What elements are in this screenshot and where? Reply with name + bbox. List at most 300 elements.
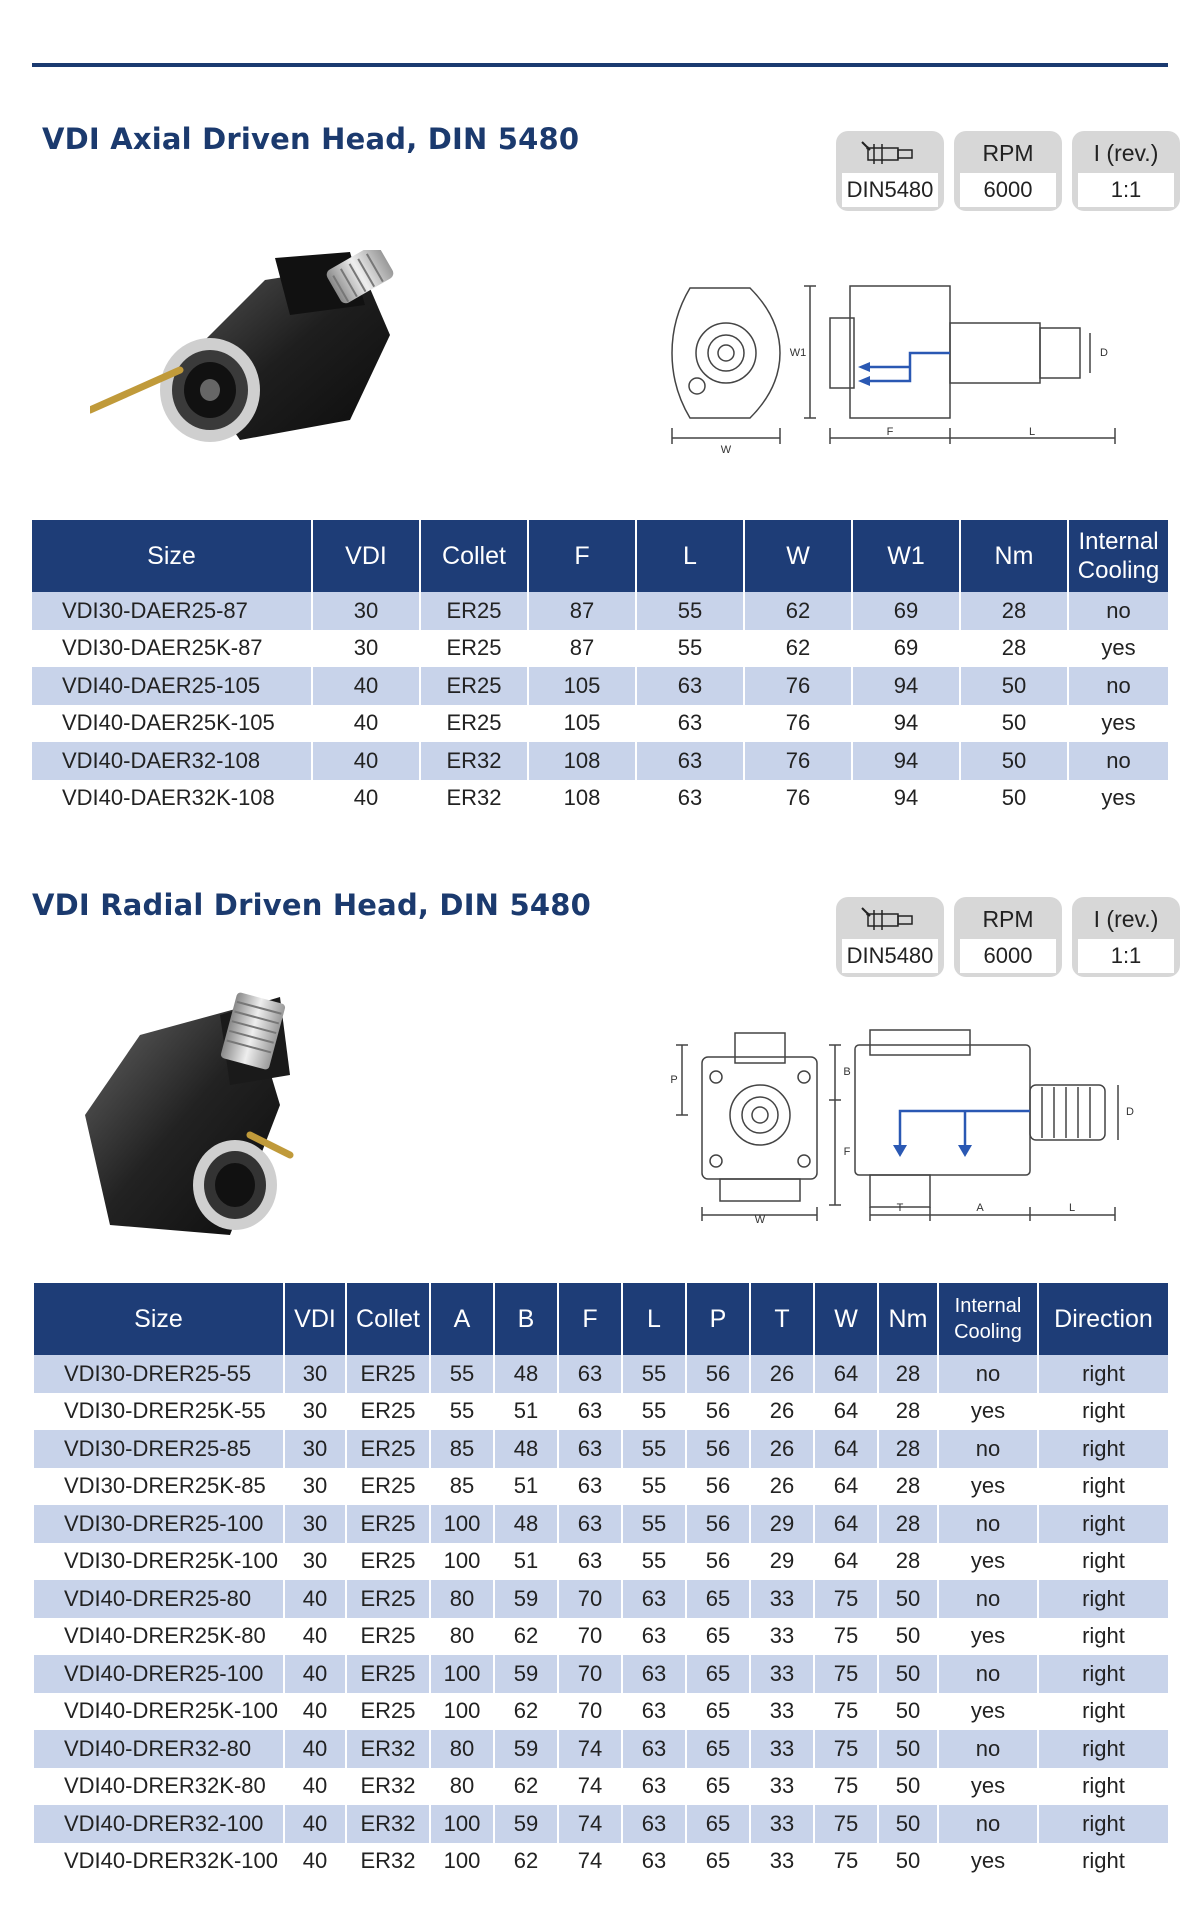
table-cell: 40 [312,780,420,818]
header-collet: Collet [346,1283,430,1355]
header-vdi: VDI [284,1283,346,1355]
table-row [34,1730,1168,1768]
top-divider [32,63,1168,67]
table-cell: 87 [528,592,636,630]
rpm-label: RPM [982,905,1034,932]
table-cell: ER32 [420,742,528,780]
table-cell: 69 [852,592,960,630]
table-cell: 59 [494,1805,558,1843]
table-cell: 85 [430,1430,494,1468]
table-cell: ER32 [346,1843,430,1881]
table-cell: 80 [430,1580,494,1618]
table-cell: 62 [494,1693,558,1731]
table-cell: 50 [878,1655,938,1693]
table-row [34,1693,1168,1731]
table-row [34,1618,1168,1656]
table-cell: 28 [878,1430,938,1468]
axial-section-title: VDI Axial Driven Head, DIN 5480 [42,122,580,156]
driven-shaft-icon [836,897,944,941]
table-row [34,1468,1168,1506]
table-cell: 62 [744,592,852,630]
table-cell: right [1038,1430,1168,1468]
table-cell: 40 [284,1693,346,1731]
table-cell: 40 [284,1655,346,1693]
table-cell: ER25 [346,1393,430,1431]
table-cell: no [1068,742,1168,780]
table-cell: ER25 [346,1580,430,1618]
table-cell: 108 [528,780,636,818]
table-cell-size: VDI40-DAER32K-108 [32,780,312,818]
table-cell: yes [938,1393,1038,1431]
table-row [34,1768,1168,1806]
table-cell: 74 [558,1730,622,1768]
table-cell: 100 [430,1655,494,1693]
table-cell: 28 [878,1355,938,1393]
radial-spec-badges [836,897,1180,977]
table-cell: 50 [878,1730,938,1768]
table-cell-size: VDI40-DRER25K-80 [34,1618,284,1656]
table-cell-size: VDI40-DRER25K-100 [34,1693,284,1731]
table-cell: 63 [622,1655,686,1693]
table-cell: 56 [686,1355,750,1393]
table-cell: 63 [636,705,744,743]
header-nm: Nm [878,1283,938,1355]
table-cell: 50 [878,1580,938,1618]
table-cell: 64 [814,1505,878,1543]
table-cell: ER25 [420,592,528,630]
table-cell: 56 [686,1543,750,1581]
table-row [34,1843,1168,1881]
table-cell: 26 [750,1355,814,1393]
table-cell: 59 [494,1655,558,1693]
table-cell: 100 [430,1843,494,1881]
table-cell-size: VDI40-DRER32K-80 [34,1768,284,1806]
header-t: T [750,1283,814,1355]
table-cell: 63 [622,1843,686,1881]
table-cell-size: VDI30-DRER25-55 [34,1355,284,1393]
din-value: DIN5480 [842,173,938,207]
table-cell: 33 [750,1618,814,1656]
table-cell: 63 [558,1355,622,1393]
table-cell: no [938,1655,1038,1693]
table-cell: 63 [558,1393,622,1431]
table-cell-size: VDI30-DAER25K-87 [32,630,312,668]
table-cell: right [1082,1473,1125,1499]
table-cell: 76 [744,780,852,818]
table-cell: 55 [622,1430,686,1468]
table-cell: ER25 [420,667,528,705]
ratio-value: 1:1 [1078,939,1174,973]
table-cell: right [1038,1655,1168,1693]
table-cell: 63 [636,780,744,818]
header-l: L [622,1283,686,1355]
table-cell: right [1038,1805,1168,1843]
table-cell: 63 [622,1580,686,1618]
table-row [32,667,1168,705]
table-cell: 50 [878,1843,938,1881]
table-cell: right [1082,1398,1125,1424]
table-cell: 50 [878,1768,938,1806]
radial-technical-drawing [660,1015,1160,1225]
table-cell: 33 [750,1843,814,1881]
table-cell-size: VDI40-DRER25-100 [34,1655,284,1693]
din-badge [836,897,944,977]
table-cell: 75 [814,1655,878,1693]
table-row [34,1580,1168,1618]
ratio-value: 1:1 [1078,173,1174,207]
header-l: L [636,520,744,592]
table-cell: 80 [430,1618,494,1656]
axial-table-body [32,592,1168,817]
table-cell: no [1068,667,1168,705]
table-cell: 50 [960,667,1068,705]
table-cell: yes [938,1693,1038,1731]
header-p: P [686,1283,750,1355]
table-cell-size: VDI30-DAER25-87 [32,592,312,630]
header-collet: Collet [420,520,528,592]
radial-dim-f: F [843,1146,851,1158]
table-cell: 40 [284,1843,346,1881]
table-cell: 28 [878,1505,938,1543]
table-cell-size: VDI30-DRER25K-100 [34,1543,284,1581]
table-cell: 29 [750,1543,814,1581]
table-cell-size: VDI40-DAER32-108 [32,742,312,780]
table-cell-size: VDI40-DRER32K-100 [34,1843,284,1881]
table-cell: 105 [528,705,636,743]
header-a: A [430,1283,494,1355]
axial-dim-l: L [1028,426,1036,438]
table-cell: 70 [558,1580,622,1618]
table-cell: 30 [284,1543,346,1581]
table-cell: ER25 [346,1655,430,1693]
axial-spec-table [32,520,1168,817]
table-cell-size: VDI40-DAER25-105 [32,667,312,705]
table-cell: 64 [814,1430,878,1468]
table-cell: 74 [558,1805,622,1843]
header-size: Size [34,1283,284,1355]
table-cell: 108 [528,742,636,780]
table-cell: 63 [622,1805,686,1843]
table-cell: right [1082,1548,1125,1574]
radial-dim-b: B [843,1066,851,1078]
table-cell: 50 [960,780,1068,818]
din-badge [836,131,944,211]
table-cell: right [1038,1580,1168,1618]
table-cell: 100 [430,1805,494,1843]
table-cell: 65 [686,1730,750,1768]
table-cell: 63 [636,742,744,780]
table-cell: right [1038,1355,1168,1393]
table-cell: ER25 [346,1430,430,1468]
table-cell: 70 [558,1693,622,1731]
header-f: F [528,520,636,592]
header-internal-cooling: Internal Cooling [938,1283,1038,1355]
header-b: B [494,1283,558,1355]
table-cell: ER32 [346,1805,430,1843]
table-cell: 33 [750,1693,814,1731]
axial-dim-w1: W1 [789,347,807,359]
table-row [34,1355,1168,1393]
header-nm: Nm [960,520,1068,592]
table-cell: ER25 [420,705,528,743]
axial-head-photo [90,250,420,480]
rpm-value: 6000 [960,173,1056,207]
table-cell: right [1082,1773,1125,1799]
table-cell: 75 [814,1580,878,1618]
table-cell: 30 [284,1430,346,1468]
table-cell: 63 [622,1768,686,1806]
table-row [34,1805,1168,1843]
table-cell: 63 [622,1730,686,1768]
table-cell-size: VDI40-DRER32-80 [34,1730,284,1768]
table-cell: 56 [686,1393,750,1431]
table-cell: 94 [852,780,960,818]
table-cell: ER25 [420,630,528,668]
radial-dim-l: L [1068,1202,1076,1214]
table-cell: 51 [494,1543,558,1581]
table-row [34,1393,1168,1431]
din-value: DIN5480 [842,939,938,973]
table-cell: 69 [852,630,960,668]
table-cell: 30 [284,1393,346,1431]
table-cell-size: VDI40-DAER25K-105 [32,705,312,743]
table-cell-size: VDI40-DRER25-80 [34,1580,284,1618]
header-size: Size [32,520,312,592]
table-cell: right [1038,1505,1168,1543]
table-cell: 28 [878,1543,938,1581]
table-cell: 26 [750,1393,814,1431]
table-cell: 100 [430,1543,494,1581]
table-cell: 55 [430,1393,494,1431]
table-cell: ER25 [346,1543,430,1581]
radial-dim-p: P [670,1074,678,1086]
table-cell: 28 [960,630,1068,668]
table-cell: 33 [750,1805,814,1843]
table-cell: 62 [744,630,852,668]
table-row [34,1430,1168,1468]
table-cell: 94 [852,742,960,780]
table-cell: 55 [622,1543,686,1581]
table-cell: 75 [814,1693,878,1731]
table-cell: 63 [622,1618,686,1656]
table-cell: 40 [312,742,420,780]
table-row [32,630,1168,668]
table-cell: 40 [284,1618,346,1656]
radial-dim-d: D [1126,1106,1134,1118]
table-cell: 64 [814,1543,878,1581]
table-cell: ER32 [346,1730,430,1768]
axial-technical-drawing [670,278,1170,458]
table-cell: 55 [622,1355,686,1393]
table-cell: right [1082,1698,1125,1724]
rpm-badge [954,897,1062,977]
table-cell: 28 [878,1468,938,1506]
radial-dim-a: A [976,1202,984,1214]
table-cell: 105 [528,667,636,705]
table-cell: 70 [558,1655,622,1693]
radial-head-photo [80,985,380,1265]
header-w: W [744,520,852,592]
table-cell: 65 [686,1768,750,1806]
table-cell: 40 [284,1805,346,1843]
table-cell: 75 [814,1805,878,1843]
axial-spec-badges [836,131,1180,211]
table-cell: no [938,1580,1038,1618]
table-cell: yes [938,1843,1038,1881]
table-cell: 50 [878,1805,938,1843]
table-cell: 59 [494,1730,558,1768]
table-cell: 59 [494,1580,558,1618]
radial-section-title: VDI Radial Driven Head, DIN 5480 [32,888,591,922]
radial-spec-table [34,1283,1168,1880]
header-w: W [814,1283,878,1355]
table-cell: 28 [960,592,1068,630]
axial-dim-f: F [886,426,894,438]
table-cell: no [938,1430,1038,1468]
table-cell: 75 [814,1730,878,1768]
table-cell: 28 [878,1393,938,1431]
table-cell: 40 [312,667,420,705]
table-cell: 65 [686,1843,750,1881]
table-cell: 30 [284,1355,346,1393]
ratio-badge [1072,897,1180,977]
table-cell: 29 [750,1505,814,1543]
table-cell: 50 [878,1618,938,1656]
table-cell: 63 [558,1543,622,1581]
table-cell: 51 [494,1468,558,1506]
table-cell: 33 [750,1730,814,1768]
table-cell: 33 [750,1655,814,1693]
rpm-label: RPM [982,139,1034,166]
table-cell: 80 [430,1768,494,1806]
table-cell: 65 [686,1618,750,1656]
table-cell: 62 [494,1768,558,1806]
table-cell: 63 [558,1468,622,1506]
table-cell: 65 [686,1805,750,1843]
table-cell: right [1082,1623,1125,1649]
table-cell: ER32 [346,1768,430,1806]
table-cell: 48 [494,1430,558,1468]
table-cell: 70 [558,1618,622,1656]
table-cell: 74 [558,1768,622,1806]
table-cell: 65 [686,1693,750,1731]
table-row [34,1543,1168,1581]
table-cell: 40 [284,1768,346,1806]
radial-dim-t: T [896,1202,904,1214]
table-cell: 64 [814,1393,878,1431]
table-cell: 56 [686,1505,750,1543]
table-cell: 65 [686,1655,750,1693]
ratio-label: I (rev.) [1093,139,1159,166]
table-cell: 50 [960,705,1068,743]
table-cell: 75 [814,1843,878,1881]
header-f: F [558,1283,622,1355]
table-cell: 26 [750,1430,814,1468]
table-cell: 62 [494,1618,558,1656]
header-internal-cooling: Internal Cooling [1068,520,1168,592]
axial-dim-d: D [1100,347,1108,359]
table-cell-size: VDI30-DRER25-100 [34,1505,284,1543]
table-cell: 63 [558,1505,622,1543]
table-cell: 62 [494,1843,558,1881]
table-cell: 76 [744,742,852,780]
table-cell: 64 [814,1468,878,1506]
rpm-value: 6000 [960,939,1056,973]
table-row [34,1505,1168,1543]
table-cell: 55 [636,592,744,630]
driven-shaft-icon [836,131,944,175]
table-cell-size: VDI30-DRER25K-85 [34,1468,284,1506]
table-cell: 33 [750,1768,814,1806]
table-cell: 75 [814,1768,878,1806]
axial-dim-w: W [720,444,732,456]
header-vdi: VDI [312,520,420,592]
ratio-badge [1072,131,1180,211]
table-cell: 55 [636,630,744,668]
table-cell: 55 [622,1393,686,1431]
header-direction: Direction [1038,1283,1168,1355]
table-cell: yes [1101,785,1136,811]
table-cell: 56 [686,1468,750,1506]
table-cell: no [938,1355,1038,1393]
table-cell: 55 [622,1505,686,1543]
table-cell: 94 [852,667,960,705]
table-cell: 30 [312,630,420,668]
table-cell: no [938,1805,1038,1843]
table-cell: 76 [744,705,852,743]
header-w1: W1 [852,520,960,592]
table-cell: 63 [622,1693,686,1731]
table-row [34,1655,1168,1693]
table-row [32,592,1168,630]
table-cell: 48 [494,1355,558,1393]
table-cell: no [938,1505,1038,1543]
table-cell: 65 [686,1580,750,1618]
table-cell: no [1068,592,1168,630]
table-cell: 30 [312,592,420,630]
table-cell: ER25 [346,1468,430,1506]
table-cell: 64 [814,1355,878,1393]
table-cell: 75 [814,1618,878,1656]
table-cell: 40 [284,1730,346,1768]
table-cell-size: VDI40-DRER32-100 [34,1805,284,1843]
table-cell: ER25 [346,1618,430,1656]
table-cell: right [1038,1730,1168,1768]
table-cell: yes [1101,710,1136,736]
table-cell: no [938,1730,1038,1768]
table-row [32,780,1168,818]
table-cell-size: VDI30-DRER25-85 [34,1430,284,1468]
table-cell: 50 [960,742,1068,780]
table-cell-size: VDI30-DRER25K-55 [34,1393,284,1431]
radial-dim-w: W [754,1214,766,1225]
table-cell: 51 [494,1393,558,1431]
table-cell: 76 [744,667,852,705]
table-cell: 94 [852,705,960,743]
table-cell: 100 [430,1693,494,1731]
table-cell: 63 [636,667,744,705]
table-cell: 40 [312,705,420,743]
table-cell: 30 [284,1468,346,1506]
table-cell: 50 [878,1693,938,1731]
table-cell: 26 [750,1468,814,1506]
table-row [32,742,1168,780]
table-cell: ER25 [346,1355,430,1393]
table-cell: ER32 [420,780,528,818]
table-cell: yes [1101,635,1136,661]
table-cell: 63 [558,1430,622,1468]
table-cell: yes [938,1768,1038,1806]
